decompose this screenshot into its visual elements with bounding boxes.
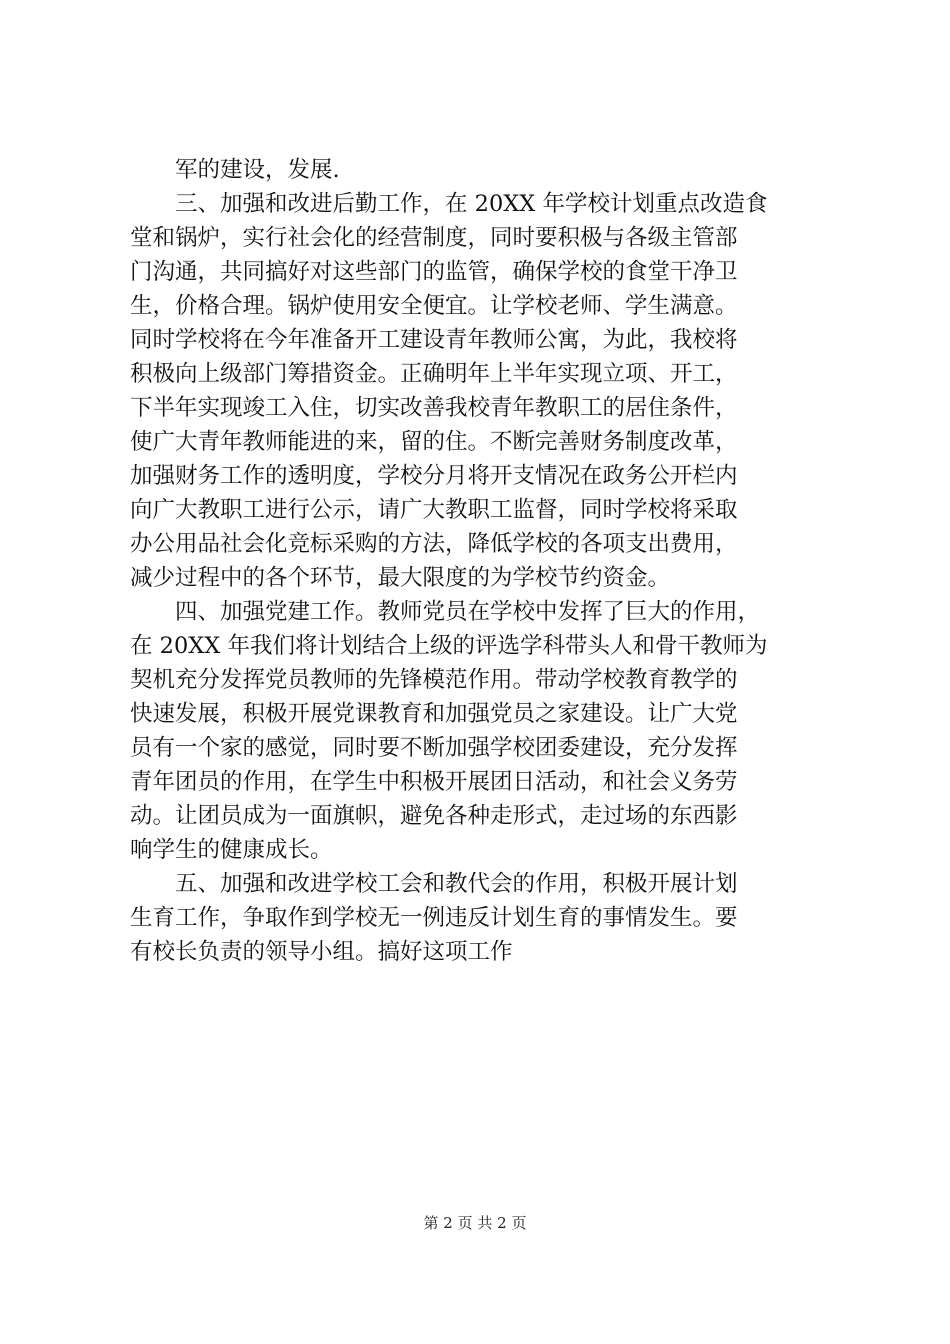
text-line: 堂和锅炉，实行社会化的经营制度，同时要积极与各级主管部	[130, 225, 738, 251]
section-5-first-line: 五、加强和改进学校工会和教代会的作用，积极开展计划	[175, 871, 738, 897]
text-line: 办公用品社会化竞标采购的方法，降低学校的各项支出费用，	[130, 531, 738, 557]
text-line: 在 20XX 年我们将计划结合上级的评选学科带头人和骨干教师为	[130, 633, 768, 659]
text-line: 同时学校将在今年准备开工建设青年教师公寓，为此，我校将	[130, 327, 738, 353]
text-line: 下半年实现竣工入住，切实改善我校青年教职工的居住条件，	[130, 395, 738, 421]
section-4-first-line: 四、加强党建工作。教师党员在学校中发挥了巨大的作用，	[175, 599, 761, 625]
text-line: 青年团员的作用，在学生中积极开展团日活动，和社会义务劳	[130, 769, 738, 795]
text-line: 加强财务工作的透明度，学校分月将开支情况在政务公开栏内	[130, 463, 738, 489]
page-indicator: 第 2 页 共 2 页	[423, 1214, 527, 1232]
text-line: 快速发展，积极开展党课教育和加强党员之家建设。让广大党	[130, 701, 738, 727]
page-footer	[0, 1213, 950, 1233]
text-line: 军的建设，发展.	[175, 157, 340, 183]
text-line: 员有一个家的感觉，同时要不断加强学校团委建设，充分发挥	[130, 735, 738, 761]
text-line: 生育工作，争取作到学校无一例违反计划生育的事情发生。要	[130, 905, 738, 931]
text-line: 积极向上级部门筹措资金。正确明年上半年实现立项、开工，	[130, 361, 738, 387]
text-line: 契机充分发挥党员教师的先锋模范作用。带动学校教育教学的	[130, 667, 738, 693]
section-3-first-line: 三、加强和改进后勤工作，在 20XX 年学校计划重点改造食	[175, 191, 768, 217]
document-body	[130, 153, 830, 969]
text-line: 向广大教职工进行公示，请广大教职工监督，同时学校将采取	[130, 497, 738, 523]
text-line: 响学生的健康成长。	[130, 837, 333, 863]
text-line: 门沟通，共同搞好对这些部门的监管，确保学校的食堂干净卫	[130, 259, 738, 285]
text-line: 生，价格合理。锅炉使用安全便宜。让学校老师、学生满意。	[130, 293, 738, 319]
text-line: 使广大青年教师能进的来，留的住。不断完善财务制度改革，	[130, 429, 738, 455]
text-line: 有校长负责的领导小组。搞好这项工作	[130, 939, 513, 965]
text-line: 减少过程中的各个环节，最大限度的为学校节约资金。	[130, 565, 671, 591]
text-line: 动。让团员成为一面旗帜，避免各种走形式，走过场的东西影	[130, 803, 738, 829]
